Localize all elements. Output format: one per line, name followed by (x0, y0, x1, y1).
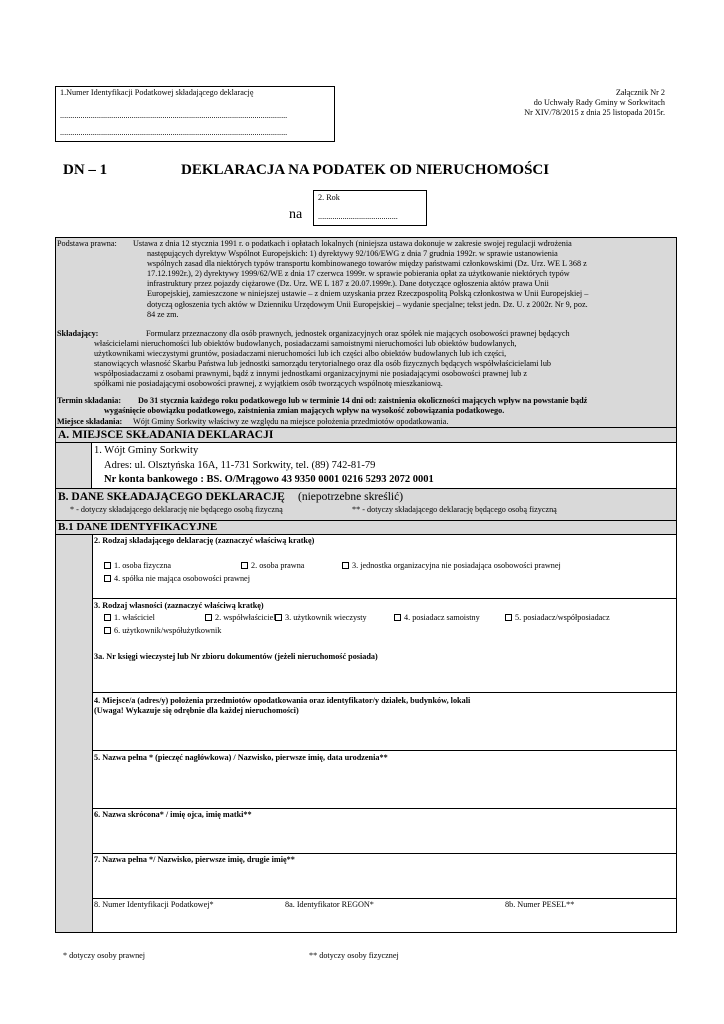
field-7-input[interactable] (93, 867, 676, 897)
nip-box (55, 86, 335, 142)
field-8b-input[interactable] (504, 911, 676, 931)
checkbox-icon[interactable] (104, 627, 111, 634)
skladajacy-label: Składający: (57, 329, 99, 338)
field-5-input[interactable] (93, 765, 676, 807)
annex-line-2: do Uchwały Rady Gminy w Sorkwitach (533, 98, 665, 107)
annex-line-1: Załącznik Nr 2 (615, 88, 665, 97)
section-b1-margin (56, 535, 92, 932)
divider-field-4 (92, 750, 676, 751)
termin-label: Termin składania: (57, 396, 122, 405)
field-4-input[interactable] (93, 718, 676, 749)
section-a-address: Adres: ul. Olsztyńska 16A, 11-731 Sorkwity, tel. (89) 742-81-79 (104, 460, 376, 471)
section-a-header: A. MIEJSCE SKŁADANIA DEKLARACJI (56, 428, 676, 443)
field-8b-label: 8b. Numer PESEL** (505, 900, 575, 909)
nip-label: 1.Numer Identyfikacji Podatkowej składającego deklarację (60, 88, 254, 97)
year-box (313, 190, 427, 226)
section-b-title: B. DANE SKŁADAJĄCEGO DEKLARACJĘ (58, 491, 285, 503)
section-b-note-2: ** - dotyczy składającego deklarację będącego osobą fizyczną (352, 505, 557, 514)
field-3-option-2[interactable]: 2. współwłaściciel (205, 613, 275, 623)
footer-note-2: ** dotyczy osoby fizycznej (309, 951, 399, 960)
checkbox-icon[interactable] (104, 614, 111, 621)
checkbox-icon[interactable] (104, 562, 111, 569)
field-2-option-2[interactable]: 2. osoba prawna (241, 561, 304, 571)
checkbox-icon[interactable] (205, 614, 212, 621)
checkbox-icon[interactable] (275, 614, 282, 621)
field-8a-input[interactable] (284, 911, 502, 931)
field-3-label: 3. Rodzaj własności (zaznaczyć właściwą kratkę) (94, 601, 264, 610)
section-a-office: 1. Wójt Gminy Sorkwity (94, 445, 199, 456)
field-8-label: 8. Numer Identyfikacji Podatkowej* (94, 900, 214, 909)
field-2-option-4[interactable]: 4. spółka nie mająca osobowości prawnej (104, 574, 250, 584)
checkbox-icon[interactable] (394, 614, 401, 621)
section-a-margin-line (91, 443, 92, 488)
form-title: DEKLARACJA NA PODATEK OD NIERUCHOMOŚCI (181, 162, 550, 178)
section-b1-header: B.1 DANE IDENTYFIKACYJNE (56, 521, 676, 535)
miejsce-text: Wójt Gminy Sorkwity właściwy ze względu na miejsce położenia przedmiotów opodatkowania. (133, 417, 449, 426)
checkbox-icon[interactable] (505, 614, 512, 621)
field-6-input[interactable] (93, 822, 676, 852)
divider-field-5 (92, 808, 676, 809)
field-2-option-3[interactable]: 3. jednostka organizacyjna nie posiadająca osobowości prawnej (342, 561, 561, 571)
checkbox-icon[interactable] (342, 562, 349, 569)
field-8-input[interactable] (93, 911, 283, 931)
year-field[interactable]: ....................................... (318, 212, 398, 221)
year-label: 2. Rok (318, 193, 340, 202)
nip-dots-line-2[interactable]: ............................................................................................................... (60, 128, 288, 137)
termin-line-2: wygaśnięcie obowiązku podatkowego, zaistnienia zmian mających wpływ na wysokość zobowiązania podatkowego. (104, 406, 505, 415)
annex-note (524, 88, 665, 118)
field-3-option-5[interactable]: 5. posiadacz/współposiadacz (505, 613, 610, 623)
divider-field-7 (92, 898, 676, 899)
field-3-option-1[interactable]: 1. właściciel (104, 613, 155, 623)
section-a-bank-account: Nr konta bankowego : BS. O/Mrągowo 43 9350 0001 0216 5293 2072 0001 (104, 474, 434, 485)
section-b-note-1: * - dotyczy składającego deklarację nie będącego osobą fizyczną (70, 505, 283, 514)
field-3-option-6[interactable]: 6. użytkownik/współużytkownik (104, 626, 221, 636)
skladajacy-text: Formularz przeznaczony dla osób prawnych, jednostek organizacyjnych oraz spółek nie mających osobowości prawnej będących właścicielami nieruchomości lub obiektów budowlanych, posiadaczami samoistnymi nieruchomości lub obiektów budowlanych, użytkownikami wieczystymi gruntów, posiadaczami nieruchomości lub ich części albo obiektów budowlanych lub ich części, stanowiących własność Skarbu Państwa lub jednostki samorządu terytorialnego oraz dla osób fizycznych będących współwłaścicielami lub współposiadaczami z osobami prawnymi, bądź z innymi jednostkami organizacyjnymi nie posiadającymi osobowości prawnej lub z spółkami nie posiadającymi osobowości prawnej, z wyjątkiem osób tworzących wspólnotę mieszkaniową. (94, 329, 570, 389)
podstawa-text: Ustawa z dnia 12 stycznia 1991 r. o podatkach i opłatach lokalnych (niniejsza ustawa dokonuje w zakresie swojej regulacji wdrożenia następujących dyrektyw Wspólnot Europejskich: 1) dyrektywy 92/106/EWG z dnia 7 grudnia 1992r. w sprawie ustanowienia wspólnych zasad dla niektórych typów transportu kombinowanego towarów między państwami członkowskimi (Dz. Urz. WE L 368 z 17.12.1992r.), 2) dyrektywy 1999/62/WE z dnia 17 czerwca 1999r. w sprawie pobierania opłat za użytkowanie niektórych typów infrastruktury przez pojazdy ciężarowe (Dz. Urz. WE L 187 z 20.07.1999r.). Dane dotyczące ogłoszenia aktów prawa Unii Europejskiej, zamieszczone w niniejszej ustawie – z dniem uzyskania przez Rzeczpospolitą Polską członkostwa w Unii Europejskiej – dotyczą ogłoszenia tych aktów w Dzienniku Urzędowym Unii Europejskiej – wydanie specjalne; tekst jedn. Dz. U. z 2002r. Nr 9, poz. 84 ze zm. (133, 239, 589, 319)
section-a-margin (56, 443, 91, 488)
checkbox-icon[interactable] (104, 575, 111, 582)
field-3-option-3[interactable]: 3. użytkownik wieczysty (275, 613, 367, 623)
checkbox-icon[interactable] (241, 562, 248, 569)
annex-line-3: Nr XIV/78/2015 z dnia 25 listopada 2015r. (524, 108, 665, 117)
field-6-label: 6. Nazwa skrócona* / imię ojca, imię matki** (94, 810, 252, 819)
termin-line-1: Do 31 stycznia każdego roku podatkowego lub w terminie 14 dni od: zaistnienia okoliczności mających wpływ na powstanie bądź (138, 396, 588, 405)
field-5-label: 5. Nazwa pełna * (pieczęć nagłówkowa) / Nazwisko, pierwsze imię, data urodzenia** (94, 753, 388, 762)
field-4-label-2: (Uwaga! Wykazuje się odrębnie dla każdej nieruchomości) (94, 706, 299, 715)
na-label: na (289, 207, 303, 222)
field-3a-input[interactable] (93, 664, 676, 690)
field-7-label: 7. Nazwa pełna */ Nazwisko, pierwsze imię, drugie imię** (94, 855, 295, 864)
form-code: DN – 1 (63, 162, 108, 178)
field-3a-label: 3a. Nr księgi wieczystej lub Nr zbioru dokumentów (jeżeli nieruchomość posiada) (94, 652, 378, 661)
miejsce-label: Miejsce składania: (57, 417, 123, 426)
divider-field-2 (92, 598, 676, 599)
nip-dots-line-1[interactable]: ............................................................................................................... (60, 111, 288, 120)
field-8a-label: 8a. Identyfikator REGON* (285, 900, 374, 909)
field-2-label: 2. Rodzaj składającego deklarację (zaznaczyć właściwą kratkę) (94, 536, 315, 545)
field-4-label-1: 4. Miejsce/a (adres/y) położenia przedmiotów opodatkowania oraz identyfikator/y działek, budynków, lokali (94, 696, 471, 705)
divider-field-6 (92, 853, 676, 854)
field-2-option-1[interactable]: 1. osoba fizyczna (104, 561, 171, 571)
footer-note-1: * dotyczy osoby prawnej (63, 951, 146, 960)
section-b-title-note: (niepotrzebne skreślić) (298, 491, 404, 503)
divider-field-3a (92, 692, 676, 693)
podstawa-label: Podstawa prawna: (57, 239, 117, 248)
field-3-option-4[interactable]: 4. posiadacz samoistny (394, 613, 480, 623)
